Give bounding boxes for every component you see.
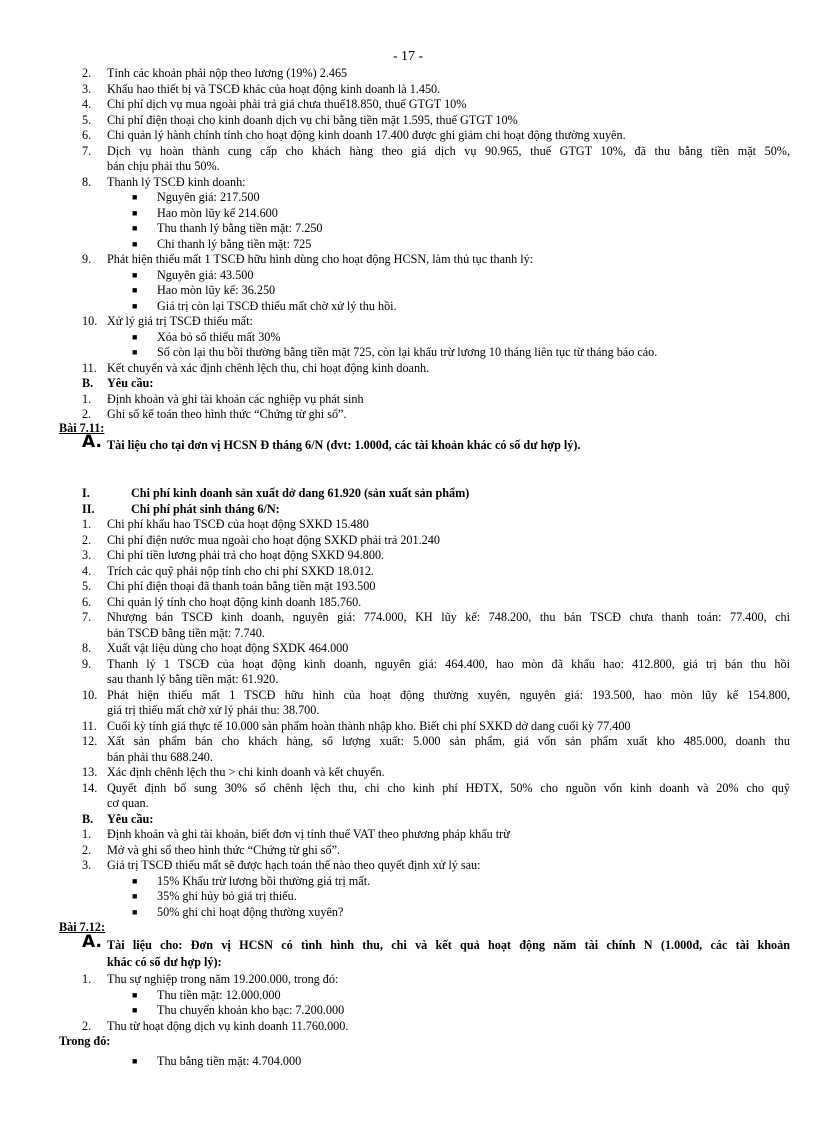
item-text: Dịch vụ hoàn thành cung cấp cho khách hàng theo giá dịch vụ 90.965, thuế GTGT 10%, đã thu bằng tiền mặt 50%, xyxy=(107,143,790,158)
section-a-mark: A xyxy=(82,932,96,952)
requirements-label-number: B. xyxy=(82,811,94,826)
item-number: 8. xyxy=(82,174,92,189)
item-number: 3. xyxy=(82,858,92,872)
section-a-text: Tài liệu cho tại đơn vị HCSN Đ tháng 6/N (đvt: 1.000đ, các tài khoản khác có số dư hợp lý). xyxy=(107,438,581,452)
item-text: Tính các khoản phải nộp theo lương (19%) 2.465 xyxy=(107,66,348,80)
requirements-label: Yêu cầu: xyxy=(107,811,154,826)
item-number: 3. xyxy=(82,81,92,96)
item-text-continuation: bán chịu phải thu 50%. xyxy=(107,159,220,173)
square-bullet-icon: ■ xyxy=(132,1055,138,1066)
item-number: 10. xyxy=(82,314,98,328)
bullet-text: Hao mòn lũy kế: 36.250 xyxy=(157,283,276,297)
item-text: Kết chuyển và xác định chênh lệch thu, chi hoạt động kinh doanh. xyxy=(107,360,430,375)
square-bullet-icon: ■ xyxy=(132,207,138,218)
bullet-text: Nguyên giá: 43.500 xyxy=(157,267,254,282)
item-number: 11. xyxy=(82,360,97,375)
item-text: Nhượng bán TSCĐ kinh doanh, nguyên giá: 774.000, KH lũy kế: 748.200, thu bán TSCĐ chưa thanh toán: 77.400, chi xyxy=(107,610,790,624)
item-number: 9. xyxy=(82,252,92,266)
item-text: Thanh lý 1 TSCĐ của hoạt động kinh doanh, nguyên giá: 464.400, hao mòn đã khấu hao: 412.800, giá trị bán thu hồi xyxy=(107,656,790,671)
bullet-text: Hao mòn lũy kế 214.600 xyxy=(157,205,278,220)
item-number: 2. xyxy=(82,842,92,857)
item-text: Chi phí điện nước mua ngoài cho hoạt động SXKD phải trả 201.240 xyxy=(107,532,440,547)
square-bullet-icon: ■ xyxy=(132,989,138,1000)
item-number: 1. xyxy=(82,391,92,406)
square-bullet-icon: ■ xyxy=(132,347,138,357)
item-text: Phát hiện thiếu mất 1 TSCĐ hữu hình của hoạt động thường xuyên, nguyên giá: 193.500, hao mòn lũy kế 154.800, xyxy=(107,687,790,702)
item-number: 14. xyxy=(82,780,98,795)
item-text: Xử lý giá trị TSCĐ thiếu mất: xyxy=(107,314,253,328)
bullet-text: Số còn lại thu bồi thường bằng tiền mặt 725, còn lại khấu trừ lương 10 tháng liên tục từ tháng báo cáo. xyxy=(157,345,658,359)
item-text: Chi phí dịch vụ mua ngoài phải trả giá chưa thuế18.850, thuế GTGT 10% xyxy=(107,97,467,111)
item-number: 2. xyxy=(82,66,92,80)
square-bullet-icon: ■ xyxy=(132,891,138,901)
square-bullet-icon: ■ xyxy=(132,192,138,202)
section-a-text: Tài liệu cho: Đơn vị HCSN có tình hình thu, chi và kết quả hoạt động năm tài chính N (1.000đ, các tài khoản xyxy=(107,938,790,952)
exercise-title: Bài 7.12: xyxy=(59,920,106,934)
item-number: 7. xyxy=(82,143,92,158)
item-number: 10. xyxy=(82,687,98,702)
item-number: 5. xyxy=(82,112,92,127)
item-text: Chi quản lý tính cho hoạt động kinh doanh 185.760. xyxy=(107,594,362,609)
item-text: Định khoản và ghi tài khoản, biết đơn vị tính thuế VAT theo phương pháp khấu trừ xyxy=(107,827,510,841)
square-bullet-icon: ■ xyxy=(132,238,138,249)
item-text: Chi phí điện thoại cho kinh doanh dịch vụ chi bằng tiền mặt 1.595, thuế GTGT 10% xyxy=(107,112,518,127)
item-text: Thanh lý TSCĐ kinh doanh: xyxy=(107,174,246,189)
item-text: Xác định chênh lệch thu > chi kinh doanh và kết chuyển. xyxy=(107,765,385,779)
item-text: Chi phí khấu hao TSCĐ của hoạt động SXKD 15.480 xyxy=(107,517,369,531)
bullet-text: 50% ghi chi hoạt động thường xuyên? xyxy=(157,904,344,919)
bullet-text: Giá trị còn lại TSCĐ thiếu mất chờ xử lý thu hồi. xyxy=(157,298,397,313)
item-text: Ghi sổ kế toán theo hình thức “Chứng từ ghi sổ”. xyxy=(107,407,347,421)
item-number: 7. xyxy=(82,610,92,624)
bullet-text: 15% Khấu trừ lương bồi thường giá trị mất. xyxy=(157,873,371,888)
bullet-text: Thu bằng tiền mặt: 4.704.000 xyxy=(157,1053,302,1068)
item-number: 5. xyxy=(82,579,92,593)
item-text: Cuối kỳ tính giá thực tế 10.000 sản phẩm hoàn thành nhập kho. Biết chi phí SXKD dở dang cuối kỳ 77.400 xyxy=(107,718,631,733)
bullet-text: 35% ghi hủy bỏ giá trị thiếu. xyxy=(157,889,297,903)
item-text: Chi quản lý hành chính tính cho hoạt động kinh doanh 17.400 được ghi giảm chi hoạt động thường xuyên. xyxy=(107,128,626,142)
bullet-text: Thu tiền mặt: 12.000.000 xyxy=(157,987,281,1002)
item-number: 9. xyxy=(82,656,92,671)
item-number: 2. xyxy=(82,407,92,421)
item-number: 11. xyxy=(82,718,97,733)
item-text: Giá trị TSCĐ thiếu mất sẽ được hạch toán thế nào theo quyết định xử lý sau: xyxy=(107,858,481,872)
item-number: 2. xyxy=(82,532,92,547)
square-bullet-icon: ■ xyxy=(132,300,138,311)
requirements-label: Yêu cầu: xyxy=(107,376,154,390)
section-ii-number: II. xyxy=(82,501,95,516)
item-text: Chi phí điện thoại đã thanh toán bằng tiền mặt 193.500 xyxy=(107,579,376,593)
section-a-dot: . xyxy=(95,432,102,452)
item-number: 4. xyxy=(82,97,92,111)
trong-do: Trong đó: xyxy=(59,1034,111,1048)
section-i-number: I. xyxy=(82,486,90,500)
square-bullet-icon: ■ xyxy=(132,285,138,295)
item-number: 2. xyxy=(82,1018,92,1033)
section-a xyxy=(82,432,102,452)
item-number: 8. xyxy=(82,641,92,655)
item-text-continuation: sau thanh lý bằng tiền mặt: 61.920. xyxy=(107,672,279,686)
item-text: Chi phí tiền lương phải trả cho hoạt động SXKD 94.800. xyxy=(107,548,385,562)
item-number: 12. xyxy=(82,734,98,748)
bullet-text: Thu chuyển khoản kho bạc: 7.200.000 xyxy=(157,1003,345,1017)
square-bullet-icon: ■ xyxy=(132,223,138,233)
item-text-continuation: bán phải thu 688.240. xyxy=(107,749,213,764)
section-a-mark: A xyxy=(82,432,96,452)
square-bullet-icon: ■ xyxy=(132,1005,138,1015)
item-text-continuation: bán TSCĐ bằng tiền mặt: 7.740. xyxy=(107,625,265,640)
section-ii-text: Chi phí phát sinh tháng 6/N: xyxy=(131,501,280,516)
item-text: Thu từ hoạt động dịch vụ kinh doanh 11.760.000. xyxy=(107,1018,349,1033)
item-number: 1. xyxy=(82,827,92,841)
item-text-continuation: giá trị thiếu mất chờ xử lý phải thu: 38.700. xyxy=(107,703,320,717)
exercise-title: Bài 7.11: xyxy=(59,421,105,435)
bullet-text: Chi thanh lý bằng tiền mặt: 725 xyxy=(157,236,312,251)
item-text: Khấu hao thiết bị và TSCĐ khác của hoạt động kinh doanh là 1.450. xyxy=(107,81,441,96)
square-bullet-icon: ■ xyxy=(132,875,138,886)
item-text: Phát hiện thiếu mất 1 TSCĐ hữu hình dùng cho hoạt động HCSN, làm thủ tục thanh lý: xyxy=(107,252,534,266)
section-a-text-continuation: khác có số dư hợp lý): xyxy=(107,955,222,969)
item-number: 3. xyxy=(82,548,92,562)
item-number: 6. xyxy=(82,594,92,609)
square-bullet-icon: ■ xyxy=(132,331,138,342)
page-number: - 17 - xyxy=(392,49,424,64)
item-number: 6. xyxy=(82,128,92,142)
item-text: Quyết định bổ sung 30% số chênh lệch thu, chi cho kinh phí HĐTX, 50% cho nguồn vốn kinh doanh và 20% cho quỹ xyxy=(107,780,790,795)
section-a-dot: . xyxy=(95,932,102,952)
section-i-text: Chi phí kinh doanh sản xuất dở dang 61.920 (sản xuất sản phẩm) xyxy=(131,486,470,500)
bullet-text: Thu thanh lý bằng tiền mặt: 7.250 xyxy=(157,221,323,235)
bullet-text: Nguyên giá: 217.500 xyxy=(157,190,260,204)
item-text-continuation: cơ quan. xyxy=(107,796,149,810)
item-number: 13. xyxy=(82,765,98,779)
item-text: Xuất vật liệu dùng cho hoạt động SXDK 464.000 xyxy=(107,641,349,655)
bullet-text: Xóa bỏ số thiếu mất 30% xyxy=(157,329,281,344)
item-text: Thu sự nghiệp trong năm 19.200.000, trong đó: xyxy=(107,972,339,986)
item-text: Mở và ghi sổ theo hình thức “Chứng từ ghi sổ”. xyxy=(107,842,341,857)
requirements-label-number: B. xyxy=(82,376,94,390)
item-text: Trích các quỹ phải nộp tính cho chi phí SXKD 18.012. xyxy=(107,563,374,578)
item-number: 1. xyxy=(82,517,92,531)
section-a xyxy=(82,932,102,952)
item-text: Định khoản và ghi tài khoản các nghiệp vụ phát sinh xyxy=(107,391,364,406)
square-bullet-icon: ■ xyxy=(132,906,138,917)
item-number: 1. xyxy=(82,972,92,986)
item-text: Xất sản phẩm bán cho khách hàng, số lượng xuất: 5.000 sản phẩm, giá vốn sản phẩm xuất kho 485.000, doanh thu xyxy=(107,734,790,748)
square-bullet-icon: ■ xyxy=(132,269,138,280)
item-number: 4. xyxy=(82,563,92,578)
